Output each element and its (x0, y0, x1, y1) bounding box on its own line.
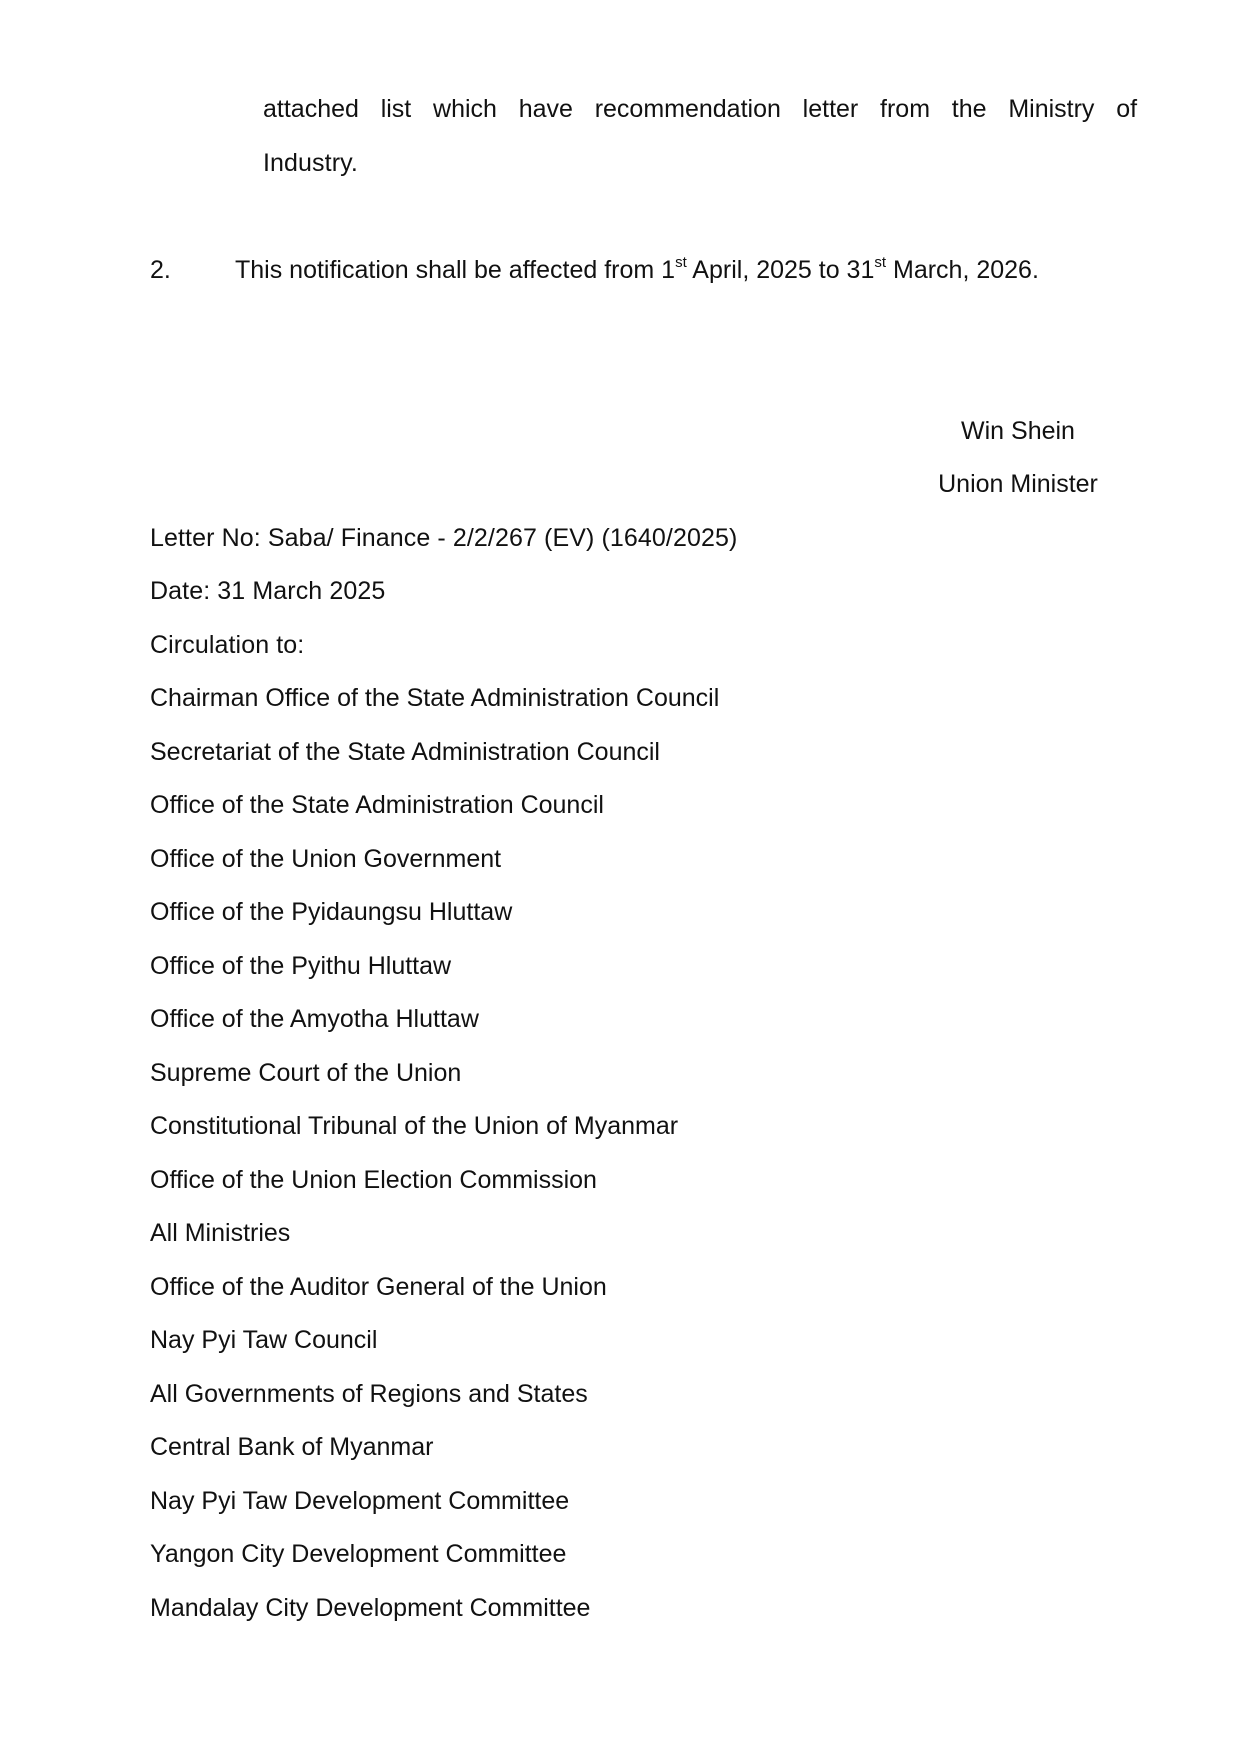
circulation-item: Nay Pyi Taw Development Committee (150, 1486, 570, 1515)
intro-word: which (433, 95, 497, 123)
intro-word: Ministry (1008, 95, 1095, 123)
circulation-item: Office of the Union Election Commission (150, 1165, 597, 1194)
paragraph-text-start: This notification shall be affected from 1 (235, 256, 676, 284)
circulation-item: Secretariat of the State Administration Council (150, 737, 660, 766)
ordinal-suffix-1: st (675, 253, 687, 271)
signatory-title: Union Minister (938, 470, 1098, 498)
circulation-item: All Governments of Regions and States (150, 1379, 588, 1408)
ordinal-suffix-2: st (874, 253, 887, 271)
circulation-item: All Ministries (150, 1219, 291, 1247)
letter-number: Letter No: Saba/ Finance - 2/2/267 (EV) (1640/2025) (150, 524, 738, 552)
letter-date: Date: 31 March 2025 (150, 577, 386, 605)
circulation-item: Nay Pyi Taw Council (150, 1326, 378, 1354)
intro-word: recommendation (594, 95, 781, 123)
circulation-item: Central Bank of Myanmar (150, 1433, 434, 1461)
intro-line-2: Industry. (263, 149, 358, 177)
circulation-item: Chairman Office of the State Administration Council (150, 684, 720, 712)
intro-word: list (380, 95, 412, 123)
paragraph-text-middle: April, 2025 to 31 (686, 256, 875, 284)
circulation-item: Yangon City Development Committee (150, 1540, 567, 1568)
intro-word: have (518, 95, 573, 123)
intro-line-1 (263, 93, 1137, 125)
intro-word: attached (263, 95, 359, 123)
circulation-item: Office of the Amyotha Hluttaw (150, 1005, 479, 1033)
paragraph-number: 2. (150, 256, 171, 284)
intro-word: from (880, 95, 931, 123)
intro-word: the (951, 95, 987, 123)
circulation-item: Office of the Auditor General of the Union (150, 1272, 607, 1301)
intro-word: of (1116, 95, 1138, 123)
circulation-item: Office of the Pyidaungsu Hluttaw (150, 898, 513, 926)
circulation-item: Mandalay City Development Committee (150, 1593, 591, 1622)
circulation-item: Office of the Pyithu Hluttaw (150, 951, 452, 980)
signatory-name: Win Shein (961, 417, 1075, 445)
circulation-item: Supreme Court of the Union (150, 1058, 462, 1087)
paragraph-text-end: March, 2026. (886, 256, 1039, 284)
circulation-item: Constitutional Tribunal of the Union of Myanmar (150, 1112, 679, 1140)
intro-word: letter (802, 95, 859, 123)
circulation-item: Office of the State Administration Council (150, 791, 604, 819)
circulation-item: Office of the Union Government (150, 844, 502, 873)
paragraph-text (235, 254, 1039, 286)
circulation-heading: Circulation to: (150, 631, 305, 659)
